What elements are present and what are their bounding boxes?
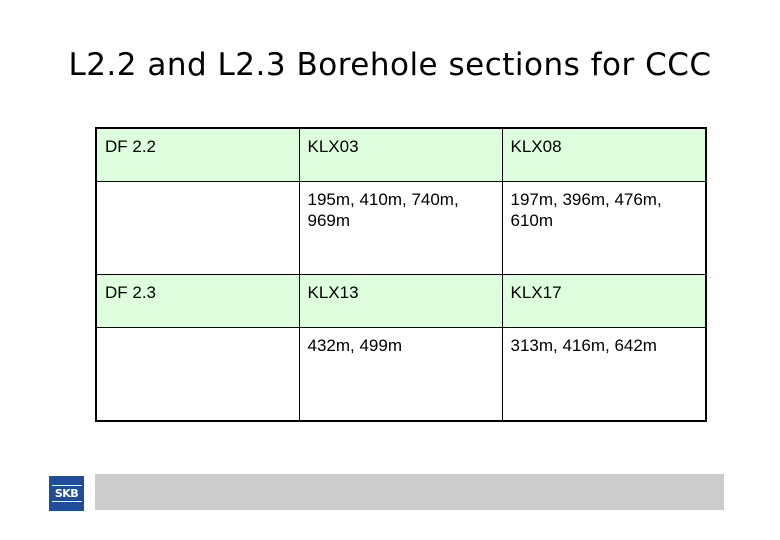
logo-text: SKB xyxy=(54,487,79,500)
table-cell: KLX13 xyxy=(299,275,502,328)
table-row-df23-header xyxy=(96,275,706,328)
borehole-sections-table xyxy=(95,127,707,422)
table-cell: 313m, 416m, 642m xyxy=(502,328,706,422)
footer-bar xyxy=(95,474,724,510)
table-cell: KLX03 xyxy=(299,128,502,182)
table-cell: KLX17 xyxy=(502,275,706,328)
skb-logo xyxy=(49,476,84,511)
table-cell xyxy=(96,328,299,422)
table-cell: DF 2.3 xyxy=(96,275,299,328)
table-row-df23-depths xyxy=(96,328,706,422)
table-row-df22-header xyxy=(96,128,706,182)
table-cell: 195m, 410m, 740m, 969m xyxy=(299,182,502,275)
logo-stripe xyxy=(52,485,82,486)
table-cell xyxy=(96,182,299,275)
table-cell: DF 2.2 xyxy=(96,128,299,182)
table-cell: KLX08 xyxy=(502,128,706,182)
table-cell: 197m, 396m, 476m, 610m xyxy=(502,182,706,275)
slide-title: L2.2 and L2.3 Borehole sections for CCC xyxy=(68,47,712,83)
table-cell: 432m, 499m xyxy=(299,328,502,422)
logo-stripe xyxy=(52,501,82,502)
table-row-df22-depths xyxy=(96,182,706,275)
